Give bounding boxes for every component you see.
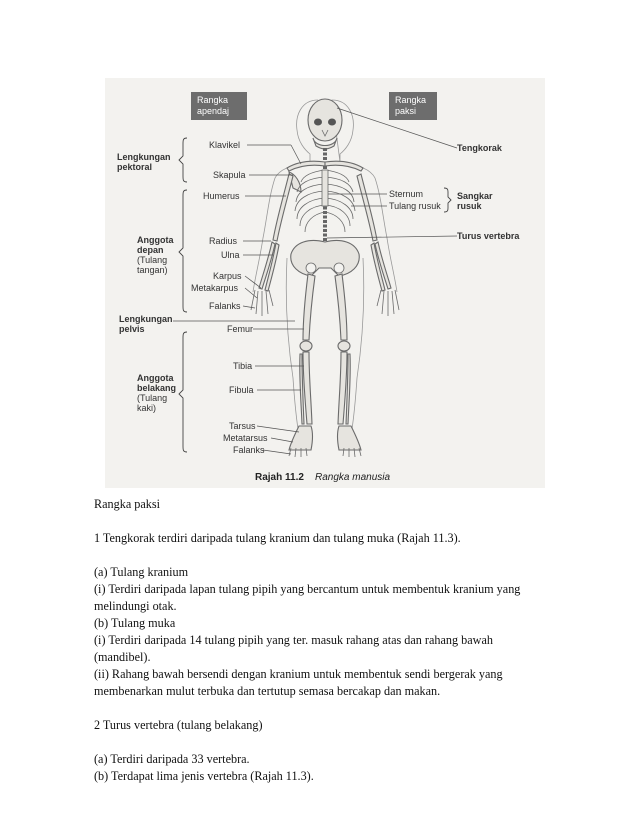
group-upper-limb-line1: Anggota [137, 235, 174, 245]
label-fibula: Fibula [229, 385, 254, 395]
group-pectoral-line1: Lengkungan [117, 152, 171, 162]
legs [300, 274, 351, 424]
right-bone-labels [327, 108, 520, 241]
label-metakarpus: Metakarpus [191, 283, 239, 293]
appendicular-box-line1: Rangka [197, 95, 229, 105]
body-text [94, 496, 544, 785]
group-lower-limb-line3: (Tulang [137, 393, 168, 403]
group-upper-limb-line2: depan [137, 245, 164, 255]
label-sternum: Sternum [389, 189, 424, 199]
label-falanks-foot: Falanks [233, 445, 265, 455]
item-1a: (a) Tulang kranium [94, 565, 189, 579]
clavicle-left [287, 161, 325, 171]
item-2b: (b) Terdapat lima jenis vertebra (Rajah 11.3). [94, 769, 314, 783]
bracket-upper-limb [179, 190, 187, 312]
skull [308, 99, 342, 149]
label-turus-vertebra: Turus vertebra [457, 231, 520, 241]
axial-box-line1: Rangka [395, 95, 427, 105]
label-sangkar-rusuk-line1: Sangkar [457, 191, 493, 201]
pelvis [291, 241, 360, 277]
item-1: 1 Tengkorak terdiri daripada tulang kranium dan tulang muka (Rajah 11.3). [94, 531, 461, 545]
label-femur: Femur [227, 324, 254, 334]
label-radius: Radius [209, 236, 238, 246]
group-lower-limb-line1: Anggota [137, 373, 174, 383]
skeleton-figure [105, 78, 545, 488]
item-1b-ii: (ii) Rahang bawah bersendi dengan kranium untuk membentuk sendi bergerak yang [94, 667, 503, 681]
group-pectoral-line2: pektoral [117, 162, 153, 172]
group-pelvic-line1: Lengkungan [119, 314, 173, 324]
label-sangkar-rusuk-line2: rusuk [457, 201, 482, 211]
figure-caption-number: Rajah 11.2 [255, 472, 304, 483]
group-lower-limb-line4: kaki) [137, 403, 157, 413]
bracket-ribcage [444, 188, 451, 212]
item-1a-i: (i) Terdiri daripada lapan tulang pipih yang bercantum untuk membentuk kranium yang [94, 582, 521, 596]
clavicle-right [325, 161, 363, 171]
label-ulna: Ulna [221, 250, 240, 260]
label-falanks-hand: Falanks [209, 301, 241, 311]
body-outline [253, 100, 397, 446]
item-1b-i: (i) Terdiri daripada 14 tulang pipih yang ter. masuk rahang atas dan rahang bawah [94, 633, 493, 647]
label-tulang-rusuk: Tulang rusuk [389, 201, 441, 211]
item-2: 2 Turus vertebra (tulang belakang) [94, 718, 263, 732]
label-tibia: Tibia [233, 361, 253, 371]
label-tengkorak: Tengkorak [457, 143, 502, 153]
group-upper-limb-line4: tangan) [137, 265, 168, 275]
item-2a: (a) Terdiri daripada 33 vertebra. [94, 752, 250, 766]
figure-caption-title: Rangka manusia [315, 472, 391, 483]
group-lower-limb-line2: belakang [137, 383, 177, 393]
label-humerus: Humerus [203, 191, 240, 201]
axial-box-line2: paksi [395, 106, 417, 116]
label-metatarsus: Metatarsus [223, 433, 268, 443]
label-karpus: Karpus [213, 271, 242, 281]
feet [289, 426, 361, 457]
label-klavikel: Klavikel [209, 140, 241, 150]
hands [251, 290, 399, 316]
item-1b-i-cont: (mandibel). [94, 650, 151, 664]
group-pelvic-line2: pelvis [119, 324, 145, 334]
bracket-lower-limb [179, 332, 187, 452]
skeleton-diagram [105, 78, 545, 488]
item-1b: (b) Tulang muka [94, 616, 176, 630]
section-heading: Rangka paksi [94, 497, 161, 511]
item-1a-i-cont: melindungi otak. [94, 599, 177, 613]
bracket-pectoral [179, 138, 187, 182]
item-1b-ii-cont: membenarkan mulut terbuka dan tertutup semasa bercakap dan makan. [94, 684, 441, 698]
label-tarsus: Tarsus [229, 421, 256, 431]
group-upper-limb-line3: (Tulang [137, 255, 168, 265]
appendicular-box-line2: apendaj [197, 106, 230, 116]
label-skapula: Skapula [213, 170, 246, 180]
